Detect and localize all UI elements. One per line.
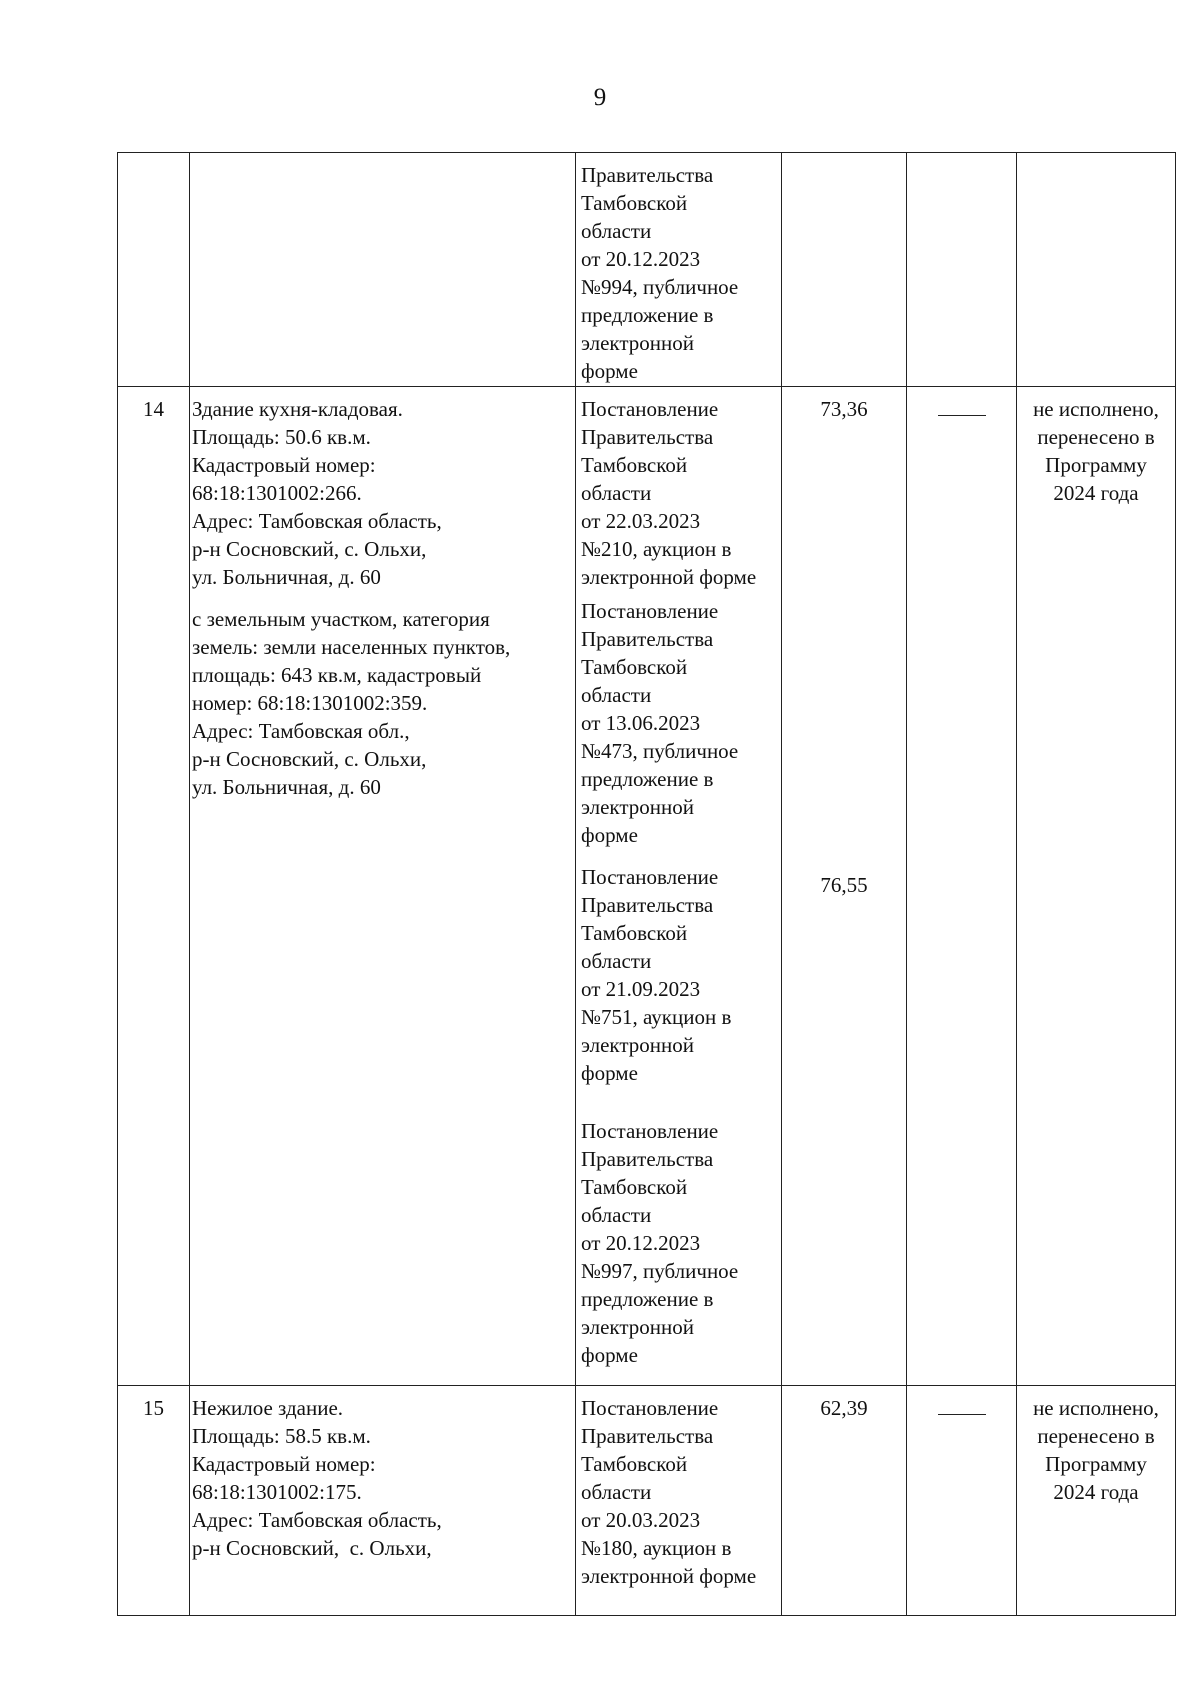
- row-number-cell: 15: [118, 1386, 190, 1616]
- legal-act-line: электронной: [581, 331, 695, 355]
- legal-act-line: Постановление: [581, 599, 719, 623]
- legal-act-block: [581, 863, 779, 1087]
- object-line: с земельным участком, категория: [192, 607, 490, 631]
- status-cell: [1017, 153, 1176, 387]
- object-line: Площадь: 58.5 кв.м.: [192, 1424, 371, 1448]
- dash-mark: [938, 415, 986, 416]
- object-line: Адрес: Тамбовская область,: [192, 509, 442, 533]
- legal-act-line: электронной форме: [581, 1564, 757, 1588]
- legal-act-line: области: [581, 1203, 652, 1227]
- legal-act-cell: [576, 387, 782, 1386]
- price-value: 76,55: [820, 873, 868, 897]
- legal-act-line: Тамбовской: [581, 191, 688, 215]
- legal-act-block: [581, 395, 779, 591]
- legal-act-line: предложение в: [581, 1287, 714, 1311]
- object-line: Кадастровый номер:: [192, 1452, 376, 1476]
- sale-price-cell: [907, 387, 1017, 1386]
- status-line: перенесено в: [1037, 425, 1155, 449]
- object-description-cell: [190, 387, 576, 1386]
- legal-act-line: №210, аукцион в: [581, 537, 732, 561]
- object-line: ул. Больничная, д. 60: [192, 565, 381, 589]
- legal-act-block: [581, 161, 779, 385]
- legal-act-line: №751, аукцион в: [581, 1005, 732, 1029]
- legal-act-line: электронной: [581, 1315, 695, 1339]
- legal-act-line: Тамбовской: [581, 655, 688, 679]
- object-line: р-н Сосновский, с. Ольхи,: [192, 1536, 432, 1560]
- legal-act-line: от 21.09.2023: [581, 977, 701, 1001]
- legal-act-line: №473, публичное: [581, 739, 739, 763]
- legal-act-line: Постановление: [581, 397, 719, 421]
- legal-act-line: электронной форме: [581, 565, 757, 589]
- status-line: Программу: [1045, 1452, 1147, 1476]
- object-description-cell: [190, 1386, 576, 1616]
- legal-act-line: от 20.12.2023: [581, 1231, 701, 1255]
- price-cell: [782, 153, 907, 387]
- object-line: Здание кухня-кладовая.: [192, 397, 403, 421]
- legal-act-line: области: [581, 683, 652, 707]
- price-cell: [782, 387, 907, 1386]
- legal-act-line: предложение в: [581, 767, 714, 791]
- status-line: Программу: [1045, 453, 1147, 477]
- legal-act-line: от 22.03.2023: [581, 509, 701, 533]
- legal-act-line: от 20.12.2023: [581, 247, 701, 271]
- status-line: перенесено в: [1037, 1424, 1155, 1448]
- legal-act-line: области: [581, 481, 652, 505]
- legal-act-cell: [576, 153, 782, 387]
- legal-act-line: Тамбовской: [581, 921, 688, 945]
- sale-price-cell: [907, 1386, 1017, 1616]
- document-table: [117, 152, 1176, 1616]
- legal-act-line: Тамбовской: [581, 1175, 688, 1199]
- legal-act-line: №997, публичное: [581, 1259, 739, 1283]
- price-value: 73,36: [820, 397, 868, 421]
- object-line: Адрес: Тамбовская обл.,: [192, 719, 410, 743]
- legal-act-line: №180, аукцион в: [581, 1536, 732, 1560]
- legal-act-line: №994, публичное: [581, 275, 739, 299]
- legal-act-line: форме: [581, 1343, 638, 1367]
- legal-act-block: [581, 1117, 779, 1369]
- status-cell: [1017, 1386, 1176, 1616]
- legal-act-line: Тамбовской: [581, 1452, 688, 1476]
- price-value: 62,39: [820, 1396, 868, 1420]
- price-cell: [782, 1386, 907, 1616]
- status-line: не исполнено,: [1033, 397, 1159, 421]
- legal-act-line: форме: [581, 1061, 638, 1085]
- sale-price-cell: [907, 153, 1017, 387]
- legal-act-cell: [576, 1386, 782, 1616]
- legal-act-line: Правительства: [581, 627, 714, 651]
- status-line: 2024 года: [1053, 1480, 1139, 1504]
- legal-act-line: Постановление: [581, 1396, 719, 1420]
- legal-act-line: области: [581, 219, 652, 243]
- status-line: не исполнено,: [1033, 1396, 1159, 1420]
- legal-act-line: Правительства: [581, 425, 714, 449]
- row-number-cell: [118, 153, 190, 387]
- legal-act-line: области: [581, 949, 652, 973]
- legal-act-line: форме: [581, 823, 638, 847]
- object-line: земель: земли населенных пунктов,: [192, 635, 511, 659]
- legal-act-line: форме: [581, 359, 638, 383]
- page-number: 9: [593, 84, 607, 111]
- legal-act-line: Правительства: [581, 1147, 714, 1171]
- dash-mark: [938, 1414, 986, 1415]
- table-row: [118, 1386, 1176, 1616]
- legal-act-block: [581, 597, 779, 849]
- legal-act-line: предложение в: [581, 303, 714, 327]
- legal-act-line: электронной: [581, 795, 695, 819]
- object-line: площадь: 643 кв.м, кадастровый: [192, 663, 482, 687]
- legal-act-line: Правительства: [581, 893, 714, 917]
- object-line: номер: 68:18:1301002:359.: [192, 691, 428, 715]
- status-line: 2024 года: [1053, 481, 1139, 505]
- legal-act-line: Постановление: [581, 865, 719, 889]
- object-description-cell: [190, 153, 576, 387]
- legal-act-block: [581, 1394, 779, 1590]
- status-cell: [1017, 387, 1176, 1386]
- object-line: Нежилое здание.: [192, 1396, 344, 1420]
- paragraph-gap: [192, 591, 571, 605]
- legal-act-line: Правительства: [581, 163, 714, 187]
- legal-act-line: Правительства: [581, 1424, 714, 1448]
- object-line: 68:18:1301002:175.: [192, 1480, 362, 1504]
- object-line: ул. Больничная, д. 60: [192, 775, 381, 799]
- legal-act-line: от 20.03.2023: [581, 1508, 701, 1532]
- legal-act-line: электронной: [581, 1033, 695, 1057]
- legal-act-line: Тамбовской: [581, 453, 688, 477]
- row-number-cell: 14: [118, 387, 190, 1386]
- legal-act-line: от 13.06.2023: [581, 711, 701, 735]
- object-line: 68:18:1301002:266.: [192, 481, 362, 505]
- object-line: Кадастровый номер:: [192, 453, 376, 477]
- object-line: Площадь: 50.6 кв.м.: [192, 425, 371, 449]
- table-row: [118, 387, 1176, 1386]
- object-line: Адрес: Тамбовская область,: [192, 1508, 442, 1532]
- object-line: р-н Сосновский, с. Ольхи,: [192, 537, 427, 561]
- table-row: [118, 153, 1176, 387]
- legal-act-line: области: [581, 1480, 652, 1504]
- object-line: р-н Сосновский, с. Ольхи,: [192, 747, 427, 771]
- legal-act-line: Постановление: [581, 1119, 719, 1143]
